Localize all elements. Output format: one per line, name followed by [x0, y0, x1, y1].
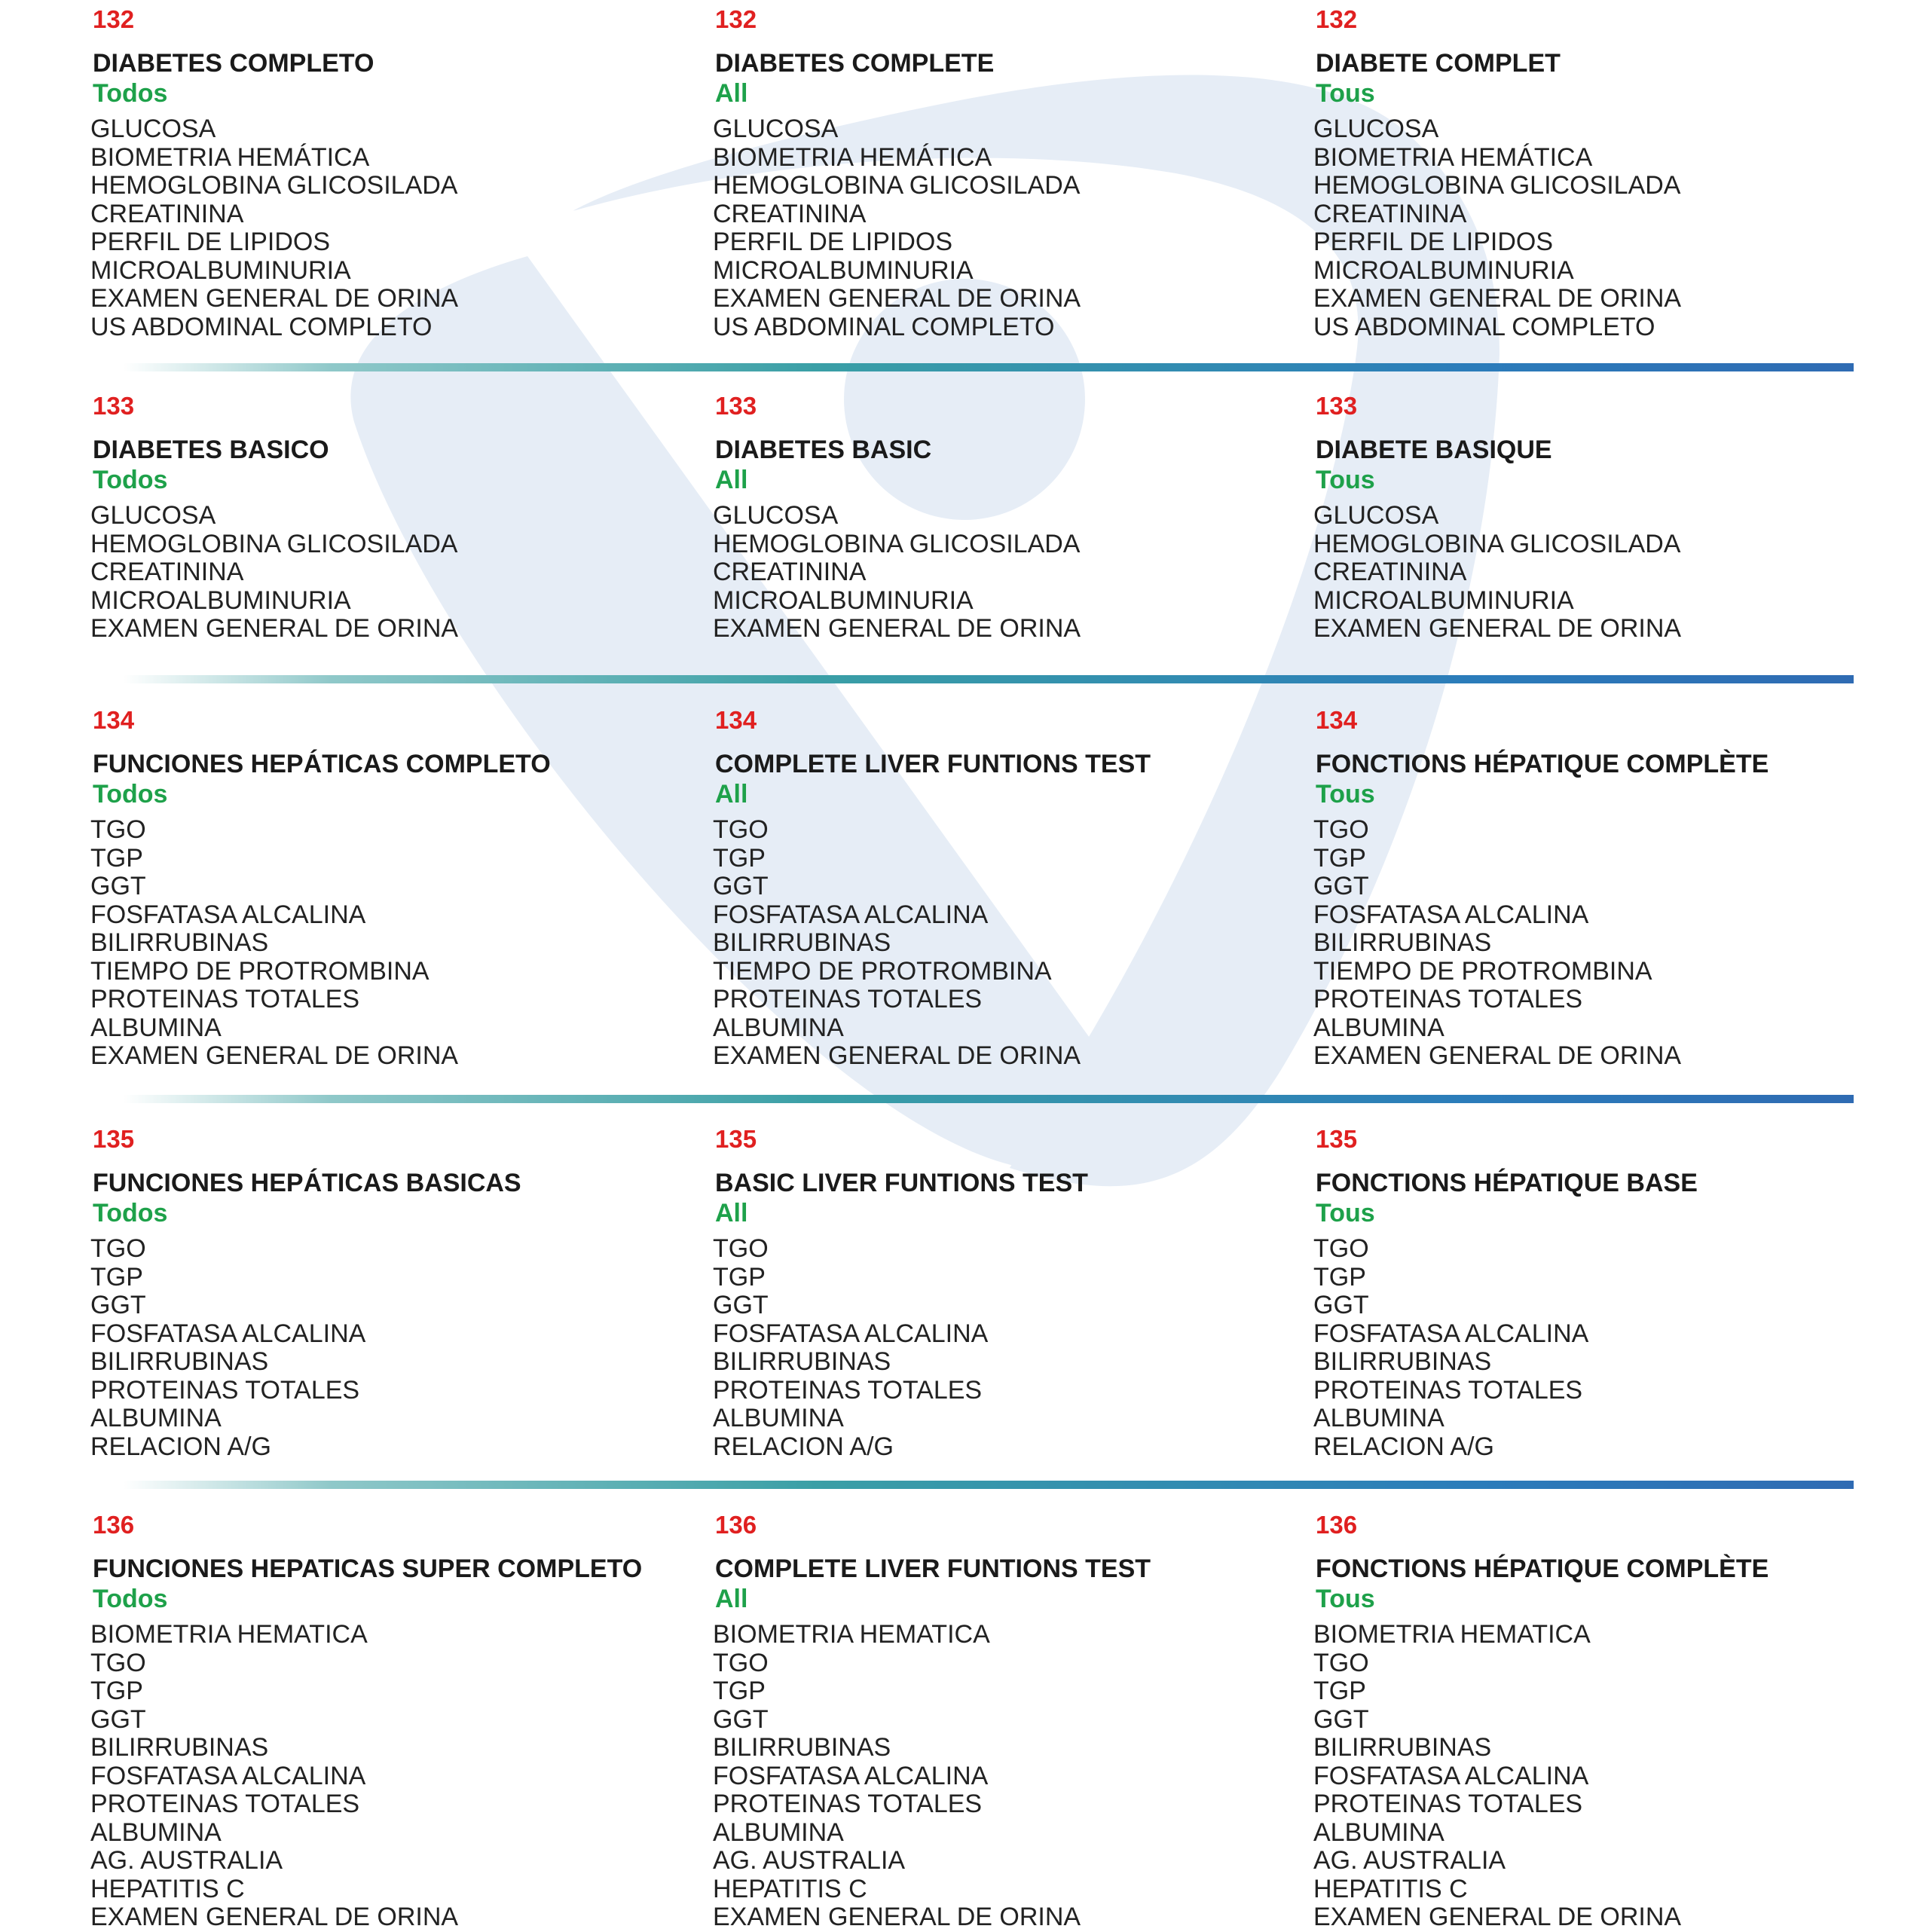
test-item: EXAMEN GENERAL DE ORINA — [713, 1903, 1081, 1931]
package-number: 132 — [1316, 5, 1358, 33]
test-item: FOSFATASA ALCALINA — [90, 1319, 366, 1348]
test-item: MICROALBUMINURIA — [713, 255, 974, 285]
test-item: EXAMEN GENERAL DE ORINA — [713, 614, 1081, 643]
test-item: TGO — [90, 1648, 146, 1677]
test-list — [90, 502, 458, 643]
test-item: GGT — [1313, 872, 1369, 900]
test-item: GGT — [713, 1291, 769, 1319]
test-item: PROTEINAS TOTALES — [90, 1790, 360, 1818]
test-item: GGT — [713, 1704, 769, 1734]
package-number: 133 — [1316, 392, 1358, 420]
test-item: TIEMPO DE PROTROMBINA — [90, 956, 430, 986]
test-item: RELACION A/G — [90, 1432, 271, 1461]
package-number: 134 — [93, 706, 135, 734]
package-number: 133 — [715, 392, 757, 420]
section-divider — [124, 1481, 1854, 1489]
test-item: TGO — [90, 1234, 146, 1263]
test-item: RELACION A/G — [713, 1432, 894, 1461]
package-section — [90, 1124, 521, 1461]
package-title: DIABETES BASIC — [715, 436, 932, 464]
test-item: TGO — [1313, 815, 1369, 844]
package-audience: Todos — [93, 1199, 168, 1227]
test-item: BILIRRUBINAS — [713, 1347, 891, 1376]
test-item: PROTEINAS TOTALES — [90, 985, 360, 1013]
package-title: COMPLETE LIVER FUNTIONS TEST — [715, 1554, 1151, 1583]
test-list — [90, 816, 551, 1071]
test-item: FOSFATASA ALCALINA — [90, 1761, 366, 1790]
test-item: TGP — [713, 1677, 766, 1705]
test-item: FOSFATASA ALCALINA — [1313, 1761, 1589, 1790]
test-item: FOSFATASA ALCALINA — [713, 1761, 989, 1790]
test-list — [713, 1235, 1088, 1461]
section-divider — [124, 363, 1854, 371]
package-audience: All — [715, 466, 748, 494]
test-item: BILIRRUBINAS — [90, 1347, 269, 1376]
test-list — [1313, 502, 1681, 643]
test-item: TIEMPO DE PROTROMBINA — [713, 956, 1052, 986]
test-list — [90, 115, 458, 341]
package-number: 135 — [1316, 1125, 1358, 1153]
test-item: CREATININA — [1313, 558, 1467, 586]
package-section — [713, 1510, 1151, 1932]
test-item: GGT — [1313, 1704, 1369, 1734]
test-item: AG. AUSTRALIA — [1313, 1846, 1506, 1875]
package-section — [90, 5, 458, 341]
package-title: DIABETES COMPLETO — [93, 49, 374, 78]
test-item: MICROALBUMINURIA — [90, 255, 351, 285]
package-section — [1313, 705, 1769, 1071]
test-item: HEMOGLOBINA GLICOSILADA — [90, 171, 458, 200]
test-item: HEMOGLOBINA GLICOSILADA — [1313, 529, 1681, 558]
package-section — [1313, 391, 1681, 643]
test-item: US ABDOMINAL COMPLETO — [1313, 312, 1655, 341]
package-title: FUNCIONES HEPÁTICAS BASICAS — [93, 1169, 521, 1197]
test-item: GGT — [713, 872, 769, 900]
test-item: HEMOGLOBINA GLICOSILADA — [90, 529, 458, 558]
package-number: 132 — [93, 5, 135, 33]
package-audience: Tous — [1316, 1199, 1375, 1227]
test-item: ALBUMINA — [713, 1817, 844, 1847]
package-title: FUNCIONES HEPATICAS SUPER COMPLETO — [93, 1554, 643, 1583]
package-title: BASIC LIVER FUNTIONS TEST — [715, 1169, 1088, 1197]
test-item: HEPATITIS C — [713, 1874, 867, 1903]
test-item: FOSFATASA ALCALINA — [90, 900, 366, 929]
package-section — [713, 1124, 1088, 1461]
test-item: PROTEINAS TOTALES — [1313, 1790, 1583, 1818]
package-title: FUNCIONES HEPÁTICAS COMPLETO — [93, 750, 551, 778]
test-item: MICROALBUMINURIA — [1313, 255, 1574, 285]
test-item: EXAMEN GENERAL DE ORINA — [90, 284, 459, 313]
test-item: RELACION A/G — [1313, 1432, 1494, 1461]
test-item: GLUCOSA — [90, 501, 216, 530]
test-item: BILIRRUBINAS — [1313, 1347, 1492, 1376]
package-number: 132 — [715, 5, 757, 33]
test-item: FOSFATASA ALCALINA — [1313, 900, 1589, 929]
test-item: HEMOGLOBINA GLICOSILADA — [1313, 171, 1681, 200]
test-item: AG. AUSTRALIA — [90, 1846, 283, 1875]
package-number: 134 — [1316, 706, 1358, 734]
test-item: TIEMPO DE PROTROMBINA — [1313, 956, 1652, 986]
test-item: MICROALBUMINURIA — [713, 585, 974, 615]
test-item: TGP — [90, 1262, 143, 1292]
package-section — [90, 391, 458, 643]
package-number: 136 — [715, 1511, 757, 1539]
package-audience: Tous — [1316, 780, 1375, 809]
test-item: PROTEINAS TOTALES — [713, 985, 983, 1013]
test-list — [713, 1621, 1151, 1932]
test-item: BILIRRUBINAS — [90, 928, 269, 957]
test-item: AG. AUSTRALIA — [713, 1846, 906, 1875]
test-item: EXAMEN GENERAL DE ORINA — [90, 614, 459, 643]
package-section — [713, 705, 1151, 1071]
test-item: MICROALBUMINURIA — [90, 585, 351, 615]
test-item: ALBUMINA — [713, 1404, 844, 1432]
package-audience: Tous — [1316, 79, 1375, 108]
test-item: ALBUMINA — [1313, 1404, 1444, 1432]
test-item: TGO — [713, 1234, 769, 1263]
package-audience: Todos — [93, 780, 168, 809]
test-item: PERFIL DE LIPIDOS — [90, 228, 331, 256]
test-item: GLUCOSA — [1313, 115, 1439, 143]
package-section — [713, 391, 1081, 643]
package-title: DIABETES COMPLETE — [715, 49, 995, 78]
package-section — [90, 705, 551, 1071]
section-divider — [124, 675, 1854, 683]
package-number: 134 — [715, 706, 757, 734]
test-item: TGO — [1313, 1234, 1369, 1263]
test-item: ALBUMINA — [90, 1404, 222, 1432]
test-item: BIOMETRIA HEMÁTICA — [90, 142, 370, 172]
package-audience: All — [715, 1585, 748, 1613]
test-list — [713, 502, 1081, 643]
test-item: GGT — [1313, 1291, 1369, 1319]
test-item: FOSFATASA ALCALINA — [713, 900, 989, 929]
test-item: BILIRRUBINAS — [713, 1733, 891, 1762]
package-audience: All — [715, 1199, 748, 1227]
test-item: EXAMEN GENERAL DE ORINA — [1313, 614, 1682, 643]
test-item: GGT — [90, 872, 146, 900]
test-item: ALBUMINA — [90, 1013, 222, 1042]
test-item: GLUCOSA — [713, 501, 839, 530]
package-audience: Todos — [93, 466, 168, 494]
test-item: BIOMETRIA HEMÁTICA — [1313, 142, 1593, 172]
test-item: TGO — [90, 815, 146, 844]
test-item: PERFIL DE LIPIDOS — [713, 228, 953, 256]
test-item: FOSFATASA ALCALINA — [1313, 1319, 1589, 1348]
package-title: DIABETES BASICO — [93, 436, 329, 464]
package-section — [1313, 5, 1681, 341]
test-item: GLUCOSA — [1313, 501, 1439, 530]
package-number: 135 — [93, 1125, 135, 1153]
package-audience: All — [715, 79, 748, 108]
test-item: ALBUMINA — [713, 1013, 844, 1042]
package-title: DIABETE COMPLET — [1316, 49, 1561, 78]
test-item: TGO — [713, 815, 769, 844]
test-list — [1313, 115, 1681, 341]
package-section — [713, 5, 1081, 341]
test-item: ALBUMINA — [1313, 1013, 1444, 1042]
test-item: GLUCOSA — [90, 115, 216, 143]
test-item: EXAMEN GENERAL DE ORINA — [90, 1041, 459, 1070]
package-audience: Todos — [93, 1585, 168, 1613]
package-audience: All — [715, 780, 748, 809]
test-item: ALBUMINA — [1313, 1817, 1444, 1847]
test-item: BIOMETRIA HEMATICA — [1313, 1620, 1591, 1649]
test-item: BILIRRUBINAS — [713, 928, 891, 957]
package-title: FONCTIONS HÉPATIQUE COMPLÈTE — [1316, 1554, 1769, 1583]
package-audience: Tous — [1316, 466, 1375, 494]
test-item: HEMOGLOBINA GLICOSILADA — [713, 529, 1081, 558]
package-number: 136 — [93, 1511, 135, 1539]
test-item: BIOMETRIA HEMÁTICA — [713, 142, 992, 172]
package-section — [1313, 1124, 1698, 1461]
test-list — [90, 1235, 521, 1461]
test-item: PROTEINAS TOTALES — [1313, 985, 1583, 1013]
test-item: HEMOGLOBINA GLICOSILADA — [713, 171, 1081, 200]
test-item: TGP — [90, 843, 143, 873]
package-title: DIABETE BASIQUE — [1316, 436, 1552, 464]
test-list — [1313, 1235, 1698, 1461]
test-list — [1313, 1621, 1769, 1932]
test-item: GLUCOSA — [713, 115, 839, 143]
test-item: FOSFATASA ALCALINA — [713, 1319, 989, 1348]
test-item: TGP — [1313, 1677, 1366, 1705]
test-item: CREATININA — [90, 199, 244, 228]
test-item: CREATININA — [1313, 199, 1467, 228]
test-list — [1313, 816, 1769, 1071]
test-item: EXAMEN GENERAL DE ORINA — [90, 1903, 459, 1931]
test-item: TGP — [1313, 1262, 1366, 1292]
test-item: TGP — [1313, 843, 1366, 873]
test-list — [713, 115, 1081, 341]
test-item: CREATININA — [90, 558, 244, 586]
package-number: 133 — [93, 392, 135, 420]
package-title: FONCTIONS HÉPATIQUE COMPLÈTE — [1316, 750, 1769, 778]
test-item: EXAMEN GENERAL DE ORINA — [1313, 284, 1682, 313]
test-item: TGP — [713, 1262, 766, 1292]
test-item: EXAMEN GENERAL DE ORINA — [713, 284, 1081, 313]
test-item: ALBUMINA — [90, 1817, 222, 1847]
test-item: BILIRRUBINAS — [1313, 1733, 1492, 1762]
package-audience: Todos — [93, 79, 168, 108]
test-item: TGO — [1313, 1648, 1369, 1677]
test-list — [713, 816, 1151, 1071]
package-number: 135 — [715, 1125, 757, 1153]
test-item: BIOMETRIA HEMATICA — [713, 1620, 990, 1649]
test-item: EXAMEN GENERAL DE ORINA — [1313, 1903, 1682, 1931]
test-item: BILIRRUBINAS — [90, 1733, 269, 1762]
test-item: PROTEINAS TOTALES — [713, 1790, 983, 1818]
test-item: MICROALBUMINURIA — [1313, 585, 1574, 615]
test-item: EXAMEN GENERAL DE ORINA — [713, 1041, 1081, 1070]
package-audience: Tous — [1316, 1585, 1375, 1613]
test-item: BIOMETRIA HEMATICA — [90, 1620, 368, 1649]
test-item: US ABDOMINAL COMPLETO — [713, 312, 1055, 341]
package-title: COMPLETE LIVER FUNTIONS TEST — [715, 750, 1151, 778]
test-item: CREATININA — [713, 199, 867, 228]
test-item: CREATININA — [713, 558, 867, 586]
section-divider — [124, 1095, 1854, 1103]
package-title: FONCTIONS HÉPATIQUE BASE — [1316, 1169, 1698, 1197]
test-item: PERFIL DE LIPIDOS — [1313, 228, 1554, 256]
test-item: BILIRRUBINAS — [1313, 928, 1492, 957]
test-item: EXAMEN GENERAL DE ORINA — [1313, 1041, 1682, 1070]
test-item: PROTEINAS TOTALES — [1313, 1375, 1583, 1405]
package-number: 136 — [1316, 1511, 1358, 1539]
test-item: GGT — [90, 1704, 146, 1734]
test-item: HEPATITIS C — [90, 1874, 245, 1903]
test-item: TGO — [713, 1648, 769, 1677]
test-item: PROTEINAS TOTALES — [90, 1375, 360, 1405]
test-item: PROTEINAS TOTALES — [713, 1375, 983, 1405]
package-section — [90, 1510, 642, 1932]
test-item: US ABDOMINAL COMPLETO — [90, 312, 433, 341]
test-item: HEPATITIS C — [1313, 1874, 1468, 1903]
package-section — [1313, 1510, 1769, 1932]
test-item: TGP — [713, 843, 766, 873]
test-item: GGT — [90, 1291, 146, 1319]
test-item: TGP — [90, 1677, 143, 1705]
test-list — [90, 1621, 642, 1932]
